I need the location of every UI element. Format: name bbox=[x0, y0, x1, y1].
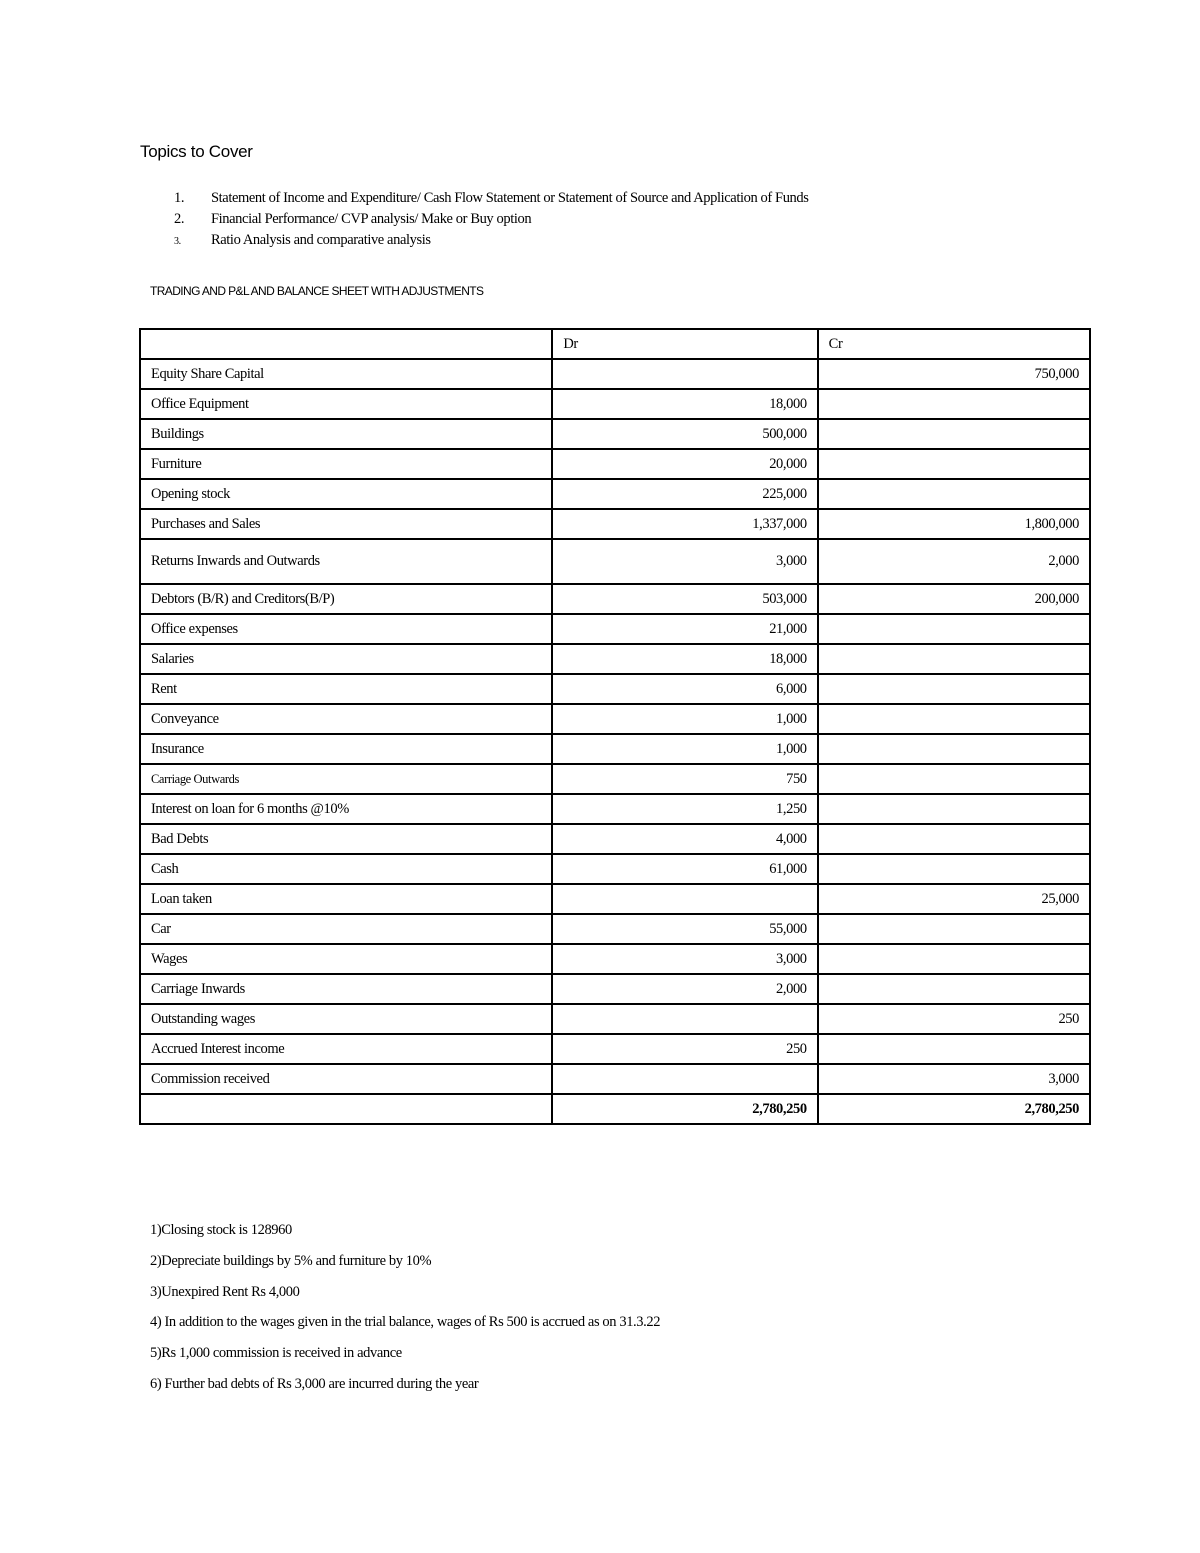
row-label: Accrued Interest income bbox=[140, 1034, 552, 1064]
row-cr-value bbox=[818, 674, 1090, 704]
adjustment-note: 5)Rs 1,000 commission is received in advance bbox=[150, 1345, 402, 1362]
topic-item bbox=[174, 230, 808, 251]
row-dr-value: 20,000 bbox=[552, 449, 817, 479]
adjustment-note: 2)Depreciate buildings by 5% and furniture by 10% bbox=[150, 1252, 432, 1269]
row-cr-value bbox=[818, 449, 1090, 479]
row-dr-value: 250 bbox=[552, 1034, 817, 1064]
row-cr-value bbox=[818, 644, 1090, 674]
row-label: Opening stock bbox=[140, 479, 552, 509]
total-dr-value: 2,780,250 bbox=[552, 1094, 817, 1124]
row-cr-value bbox=[818, 614, 1090, 644]
row-cr-value bbox=[818, 704, 1090, 734]
topic-text: Ratio Analysis and comparative analysis bbox=[211, 232, 431, 248]
row-cr-value: 2,000 bbox=[818, 539, 1090, 584]
row-dr-value: 3,000 bbox=[552, 944, 817, 974]
row-dr-value: 1,000 bbox=[552, 704, 817, 734]
row-dr-value: 61,000 bbox=[552, 854, 817, 884]
row-dr-value: 1,337,000 bbox=[552, 509, 817, 539]
row-label: Outstanding wages bbox=[140, 1004, 552, 1034]
row-label: Salaries bbox=[140, 644, 552, 674]
table-row bbox=[140, 1004, 1090, 1034]
table-row bbox=[140, 944, 1090, 974]
row-dr-value: 225,000 bbox=[552, 479, 817, 509]
row-label: Debtors (B/R) and Creditors(B/P) bbox=[140, 584, 552, 614]
topic-text: Financial Performance/ CVP analysis/ Make or Buy option bbox=[211, 211, 532, 227]
adjustment-note: 1)Closing stock is 128960 bbox=[150, 1222, 292, 1238]
table-row bbox=[140, 449, 1090, 479]
total-cr-value: 2,780,250 bbox=[818, 1094, 1090, 1124]
table-row bbox=[140, 704, 1090, 734]
table-row bbox=[140, 539, 1090, 584]
total-label-cell bbox=[140, 1094, 552, 1124]
table-row bbox=[140, 824, 1090, 854]
adjustments-list bbox=[150, 1219, 660, 1404]
row-cr-value bbox=[818, 854, 1090, 884]
row-label: Loan taken bbox=[140, 884, 552, 914]
row-label: Returns Inwards and Outwards bbox=[140, 539, 552, 584]
topic-number: 2. bbox=[174, 211, 185, 227]
table-row bbox=[140, 584, 1090, 614]
row-dr-value: 503,000 bbox=[552, 584, 817, 614]
topic-item bbox=[174, 209, 808, 230]
row-label: Wages bbox=[140, 944, 552, 974]
row-label: Conveyance bbox=[140, 704, 552, 734]
row-cr-value bbox=[818, 389, 1090, 419]
row-cr-value: 3,000 bbox=[818, 1064, 1090, 1094]
table-row bbox=[140, 1034, 1090, 1064]
row-label: Buildings bbox=[140, 419, 552, 449]
row-label: Bad Debts bbox=[140, 824, 552, 854]
adjustment-note: 3)Unexpired Rent Rs 4,000 bbox=[150, 1283, 300, 1300]
header-label-cell bbox=[140, 329, 552, 359]
topic-text: Statement of Income and Expenditure/ Cash Flow Statement or Statement of Source and Application of Funds bbox=[211, 190, 809, 206]
row-label: Equity Share Capital bbox=[140, 359, 552, 389]
row-dr-value bbox=[552, 1064, 817, 1094]
topics-list bbox=[174, 188, 808, 251]
table-row bbox=[140, 794, 1090, 824]
row-dr-value: 500,000 bbox=[552, 419, 817, 449]
page-heading: Topics to Cover bbox=[140, 142, 253, 161]
table-row bbox=[140, 914, 1090, 944]
table-row bbox=[140, 359, 1090, 389]
row-label: Office Equipment bbox=[140, 389, 552, 419]
row-label: Rent bbox=[140, 674, 552, 704]
trial-balance-table bbox=[139, 328, 1091, 1125]
row-cr-value bbox=[818, 1034, 1090, 1064]
row-dr-value: 6,000 bbox=[552, 674, 817, 704]
row-label: Car bbox=[140, 914, 552, 944]
row-label: Interest on loan for 6 months @10% bbox=[140, 794, 552, 824]
row-dr-value: 55,000 bbox=[552, 914, 817, 944]
row-dr-value: 4,000 bbox=[552, 824, 817, 854]
row-dr-value: 3,000 bbox=[552, 539, 817, 584]
row-cr-value: 750,000 bbox=[818, 359, 1090, 389]
row-label: Cash bbox=[140, 854, 552, 884]
table-row bbox=[140, 974, 1090, 1004]
row-cr-value: 25,000 bbox=[818, 884, 1090, 914]
row-cr-value: 1,800,000 bbox=[818, 509, 1090, 539]
row-dr-value: 21,000 bbox=[552, 614, 817, 644]
table-total-row bbox=[140, 1094, 1090, 1124]
adjustment-note: 6) Further bad debts of Rs 3,000 are incurred during the year bbox=[150, 1375, 479, 1392]
table-row bbox=[140, 1064, 1090, 1094]
row-cr-value: 250 bbox=[818, 1004, 1090, 1034]
row-dr-value bbox=[552, 359, 817, 389]
row-dr-value bbox=[552, 884, 817, 914]
table-row bbox=[140, 884, 1090, 914]
row-dr-value: 18,000 bbox=[552, 644, 817, 674]
row-label: Commission received bbox=[140, 1064, 552, 1094]
row-label: Purchases and Sales bbox=[140, 509, 552, 539]
row-cr-value bbox=[818, 914, 1090, 944]
row-label: Insurance bbox=[140, 734, 552, 764]
row-dr-value: 1,000 bbox=[552, 734, 817, 764]
row-cr-value: 200,000 bbox=[818, 584, 1090, 614]
header-dr-cell: Dr bbox=[552, 329, 817, 359]
row-dr-value: 2,000 bbox=[552, 974, 817, 1004]
row-dr-value: 1,250 bbox=[552, 794, 817, 824]
table-row bbox=[140, 854, 1090, 884]
row-dr-value: 750 bbox=[552, 764, 817, 794]
table-row bbox=[140, 509, 1090, 539]
table-row bbox=[140, 674, 1090, 704]
topic-item bbox=[174, 188, 808, 209]
table-row bbox=[140, 479, 1090, 509]
row-cr-value bbox=[818, 794, 1090, 824]
table-row bbox=[140, 764, 1090, 794]
table-row bbox=[140, 389, 1090, 419]
row-cr-value bbox=[818, 419, 1090, 449]
adjustment-note: 4) In addition to the wages given in the trial balance, wages of Rs 500 is accrued as on 31.3.22 bbox=[150, 1314, 661, 1331]
row-label: Furniture bbox=[140, 449, 552, 479]
row-dr-value bbox=[552, 1004, 817, 1034]
topic-number: 3. bbox=[174, 236, 181, 247]
table-row bbox=[140, 419, 1090, 449]
topic-number: 1. bbox=[174, 190, 185, 206]
row-label: Carriage Inwards bbox=[140, 974, 552, 1004]
table-header-row bbox=[140, 329, 1090, 359]
table-row bbox=[140, 734, 1090, 764]
row-dr-value: 18,000 bbox=[552, 389, 817, 419]
table-row bbox=[140, 644, 1090, 674]
header-cr-cell: Cr bbox=[818, 329, 1090, 359]
row-label: Office expenses bbox=[140, 614, 552, 644]
row-cr-value bbox=[818, 824, 1090, 854]
section-subheading: TRADING AND P&L AND BALANCE SHEET WITH ADJUSTMENTS bbox=[150, 284, 484, 298]
row-cr-value bbox=[818, 974, 1090, 1004]
row-cr-value bbox=[818, 764, 1090, 794]
table-row bbox=[140, 614, 1090, 644]
row-cr-value bbox=[818, 734, 1090, 764]
row-label: Carriage Outwards bbox=[140, 764, 552, 794]
row-cr-value bbox=[818, 944, 1090, 974]
row-cr-value bbox=[818, 479, 1090, 509]
